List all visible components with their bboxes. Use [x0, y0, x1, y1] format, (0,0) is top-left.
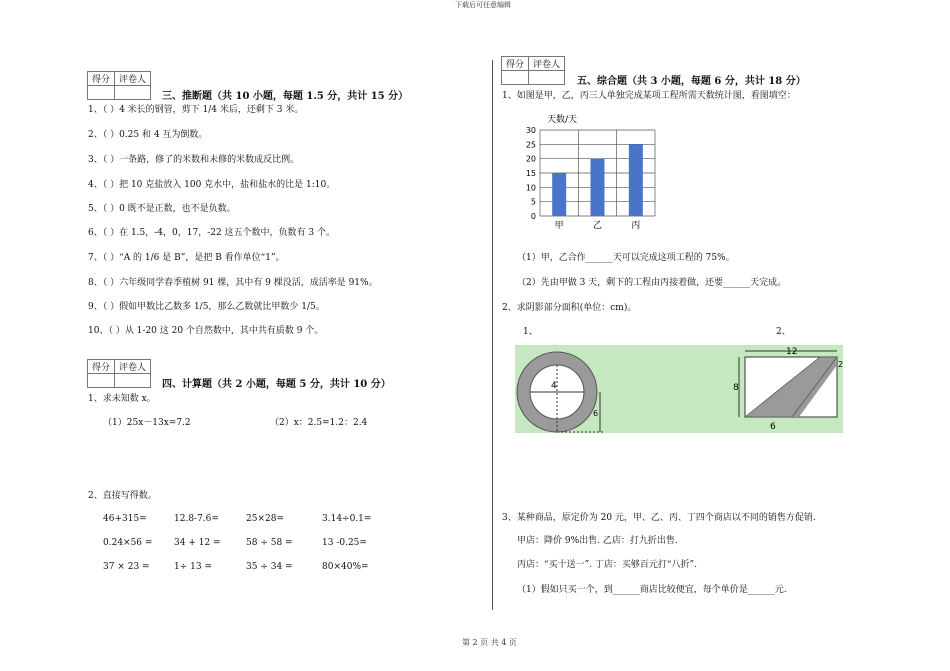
- judge-item-8: 8、（ ）六年级同学春季植树 91 棵，其中有 9 棵没活，成活率是 91%。: [88, 278, 378, 288]
- rect-bottom-label: 6: [770, 422, 776, 432]
- y-tick-label: 10: [525, 183, 536, 193]
- chart-ylabel: 天数/天: [547, 115, 578, 125]
- judge-item-9: 9、（ ）假如甲数比乙数多 1/5，那么乙数就比甲数少 1/5。: [88, 302, 325, 312]
- comp-q3-a: 甲店：降价 9%出售. 乙店：打九折出售.: [517, 536, 678, 546]
- score-box-4: [87, 359, 151, 388]
- score-box-5: [501, 56, 565, 85]
- calc-cell: 25×28=: [246, 514, 284, 524]
- comp-q1: 1、如图是甲，乙，丙三人单独完成某项工程所需天数统计图，看图填空：: [502, 91, 796, 101]
- comp-q1-2: （2）先由甲做 3 天，剩下的工程由丙接着做，还要______天完成。: [517, 278, 787, 288]
- x-tick-label: 甲: [554, 221, 564, 231]
- y-tick-label: 15: [525, 169, 536, 178]
- y-tick-label: 25: [525, 140, 536, 150]
- page-footer: 第 2 页 共 4 页: [462, 638, 517, 647]
- judge-item-7: 7、（ ）“A 的 1/6 是 B”，是把 B 看作单位“1”。: [88, 253, 285, 263]
- rect-top-label: 12: [786, 347, 798, 357]
- grader-label: 评卷人: [115, 72, 151, 86]
- ring-side-label: 6: [593, 409, 599, 418]
- grader-label: 评卷人: [115, 360, 151, 374]
- calc-cell: 0.24×56 =: [103, 538, 153, 548]
- calc-cell: 13 -0.25=: [322, 538, 367, 548]
- comp-q1-1: （1）甲，乙合作______天可以完成这项工程的 75%。: [517, 253, 735, 263]
- ring-inner-label: 4: [551, 381, 557, 391]
- fig1-label: 1、: [523, 327, 538, 337]
- score-label: 得分: [88, 360, 115, 374]
- top-note: 下载后可任意编辑: [455, 1, 511, 9]
- judge-item-3: 3、（ ）一条路，修了的米数和未修的米数成反比例。: [88, 155, 300, 165]
- score-box-3: [87, 71, 151, 100]
- days-bar-chart: [512, 108, 672, 238]
- calc-cell: 58 ÷ 58 =: [246, 538, 293, 548]
- score-label: 得分: [88, 72, 115, 86]
- judge-item-4: 4、（ ）把 10 克盐放入 100 克水中，盐和盐水的比是 1:10。: [88, 180, 336, 190]
- y-tick-label: 30: [525, 126, 536, 135]
- comp-q3: 3、某种商品，原定价为 20 元，甲、乙、丙、丁四个商店以不同的销售方促销.: [502, 513, 816, 523]
- calc-cell: 1÷ 13 =: [174, 562, 212, 572]
- calc-cell: 46+315=: [103, 514, 147, 524]
- y-tick-label: 20: [525, 154, 536, 164]
- calc-q1b: （2）x：2.5=1.2：2.4: [270, 418, 368, 428]
- bar-丙: [629, 144, 643, 216]
- chart-bars: [552, 144, 643, 231]
- comp-q2: 2、求阴影部分面积(单位：cm)。: [502, 303, 637, 313]
- x-tick-label: 丙: [631, 221, 641, 231]
- calc-cell: 12.8-7.6=: [174, 514, 219, 524]
- score-label: 得分: [502, 57, 529, 71]
- judge-item-1: 1、（ ）4 米长的钢管，剪下 1/4 米后，还剩下 3 米。: [88, 105, 304, 115]
- x-tick-label: 乙: [592, 221, 603, 231]
- y-tick-label: 5: [530, 197, 536, 207]
- grader-label: 评卷人: [529, 57, 565, 71]
- rect-right-label: 2: [838, 360, 844, 369]
- shaded-area-figures: [515, 345, 845, 435]
- rect-left-label: 8: [733, 383, 739, 393]
- calc-cell: 80×40%=: [322, 562, 369, 572]
- calc-cell: 37 × 23 =: [103, 562, 150, 572]
- calc-q2: 2、直接写得数。: [88, 491, 157, 501]
- judge-item-5: 5、（ ）0 既不是正数，也不是负数。: [88, 204, 236, 214]
- calc-q1a: （1）25x－13x=7.2: [103, 418, 191, 428]
- fig2-label: 2、: [776, 327, 791, 337]
- calc-cell: 34 + 12 =: [174, 538, 221, 548]
- calc-cell: 3.14÷0.1=: [322, 514, 372, 524]
- comp-q3-1: （1）假如只买一个，到______商店比较便宜，每个单价是______元.: [517, 585, 787, 595]
- section3-title: 三、推断题（共 10 小题，每题 1.5 分，共计 15 分）: [162, 91, 409, 102]
- comp-q3-b: 丙店：“买十送一”. 丁店：买够百元打“八折”.: [517, 560, 697, 570]
- judge-item-6: 6、（ ）在 1.5，-4，0，17，-22 这五个数中，负数有 3 个。: [88, 228, 336, 238]
- y-tick-label: 0: [530, 212, 536, 221]
- judge-item-10: 10、（ ）从 1-20 这 20 个自然数中，其中共有质数 9 个。: [88, 326, 324, 336]
- column-divider: [492, 60, 493, 610]
- bar-乙: [591, 159, 605, 216]
- calc-cell: 35 ÷ 34 =: [246, 562, 293, 572]
- section5-title: 五、综合题（共 3 小题，每题 6 分，共计 18 分）: [577, 76, 806, 87]
- calc-q1: 1、求未知数 x。: [88, 394, 156, 404]
- section4-title: 四、计算题（共 2 小题，每题 5 分，共计 10 分）: [162, 379, 391, 390]
- bar-甲: [552, 173, 566, 216]
- judge-item-2: 2、（ ）0.25 和 4 互为倒数。: [88, 130, 208, 140]
